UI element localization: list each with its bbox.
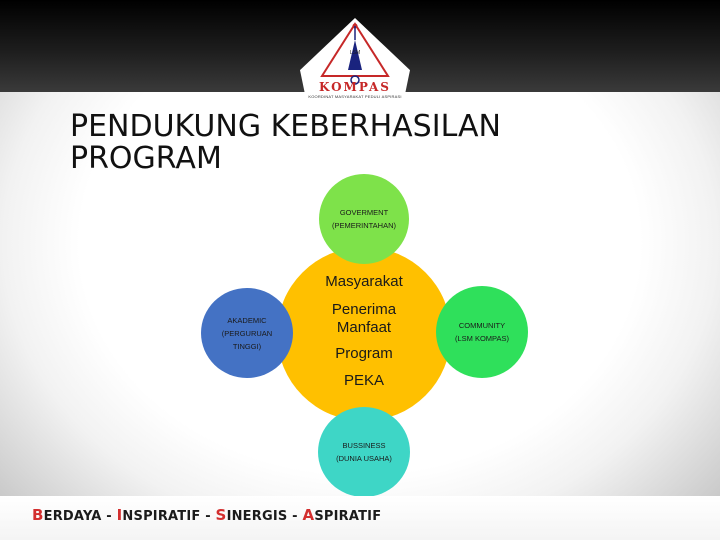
tagline-initial-i: I [116,506,123,524]
center-label-peka: PEKA [343,372,385,389]
tagline-separator-3: - [287,509,303,524]
business-circle [318,407,410,497]
logo-name: KOMPAS [319,80,391,94]
center-label-penerima-manfaat [277,301,451,337]
academic-sublabel-1: (PERGURUAN [221,328,273,338]
center-label-penerima: Penerima [331,301,397,318]
tagline-separator-2: - [200,509,216,524]
tagline-word-aspiratif: SPIRATIF [314,509,382,524]
center-label-program: Program [335,345,393,362]
center-circle-text [277,247,451,421]
center-label-masyarakat: Masyarakat [325,273,403,290]
academic-circle [201,288,293,378]
academic-sublabel-2: TINGGI) [232,341,262,351]
government-circle [319,174,409,264]
community-sublabel: (LSM KOMPAS) [454,334,510,343]
center-label-manfaat: Manfaat [336,319,392,336]
community-label: COMMUNITY [458,321,506,330]
slide-title-line-2: PROGRAM [70,141,222,176]
tagline-initial-b: B [32,506,44,524]
logo-subtitle: KOORDINAT MASYARAKAT PEDULI ASPIRASI [308,94,402,99]
tagline-initial-a: A [302,506,315,524]
tagline-initial-s: S [215,506,227,524]
tagline-word-berdaya: ERDAYA [43,509,102,524]
slide-title [70,111,570,175]
logo-abbr: LSM [349,50,361,56]
tagline-word-inspiratif: NSPIRATIF [122,509,201,524]
tagline-word-sinergis: INERGIS [226,509,288,524]
academic-label: AKADEMIC [227,315,267,325]
logo-emblem-icon [300,18,410,88]
business-label: BUSSINESS [342,441,386,450]
business-sublabel: (DUNIA USAHA) [336,454,392,463]
tagline [32,506,381,524]
slide-title-line-1: PENDUKUNG KEBERHASILAN [70,109,501,144]
government-label: GOVERMENT [339,208,389,217]
tagline-separator-1: - [101,509,117,524]
community-circle [436,286,528,378]
government-sublabel: (PEMERINTAHAN) [331,221,397,230]
